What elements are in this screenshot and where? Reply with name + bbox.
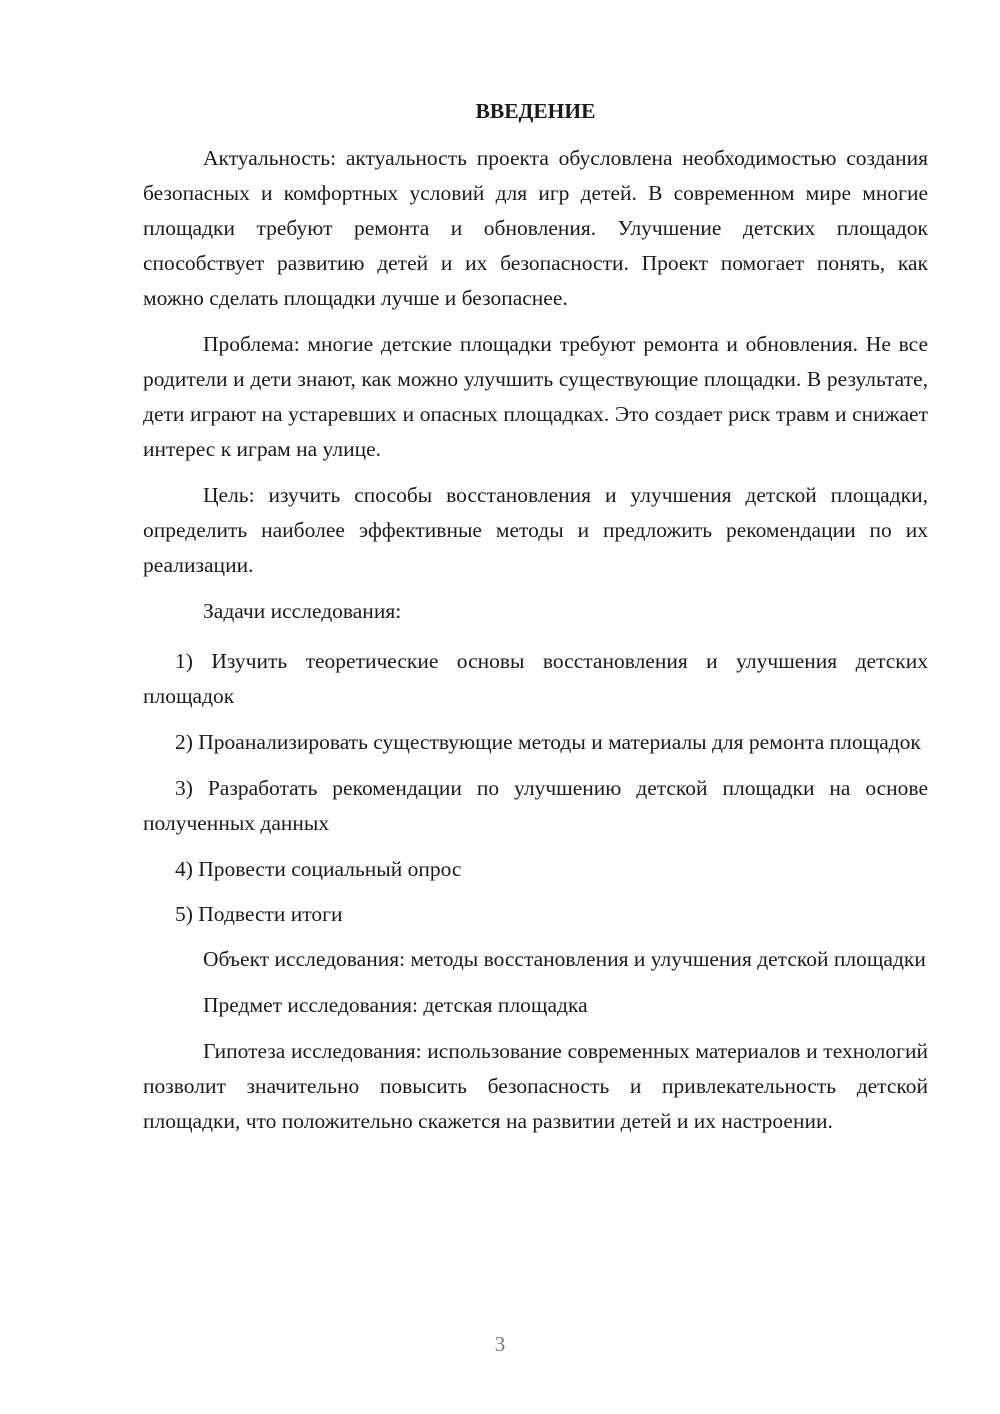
goal-paragraph: Цель: изучить способы восстановления и улучшения детской площадки, определить наиболее эффективные методы и предложить рекомендации по их реализации. [143,483,928,577]
document-page [143,94,928,1150]
object-paragraph: Объект исследования: методы восстановления и улучшения детской площадки [203,947,926,971]
subject-paragraph: Предмет исследования: детская площадка [203,993,588,1017]
task-item-2: 2) Проанализировать существующие методы и материалы для ремонта площадок [175,730,921,754]
task-item-5: 5) Подвести итоги [175,902,343,926]
page-number: 3 [494,1332,506,1356]
task-item-3: 3) Разработать рекомендации по улучшению детской площадки на основе полученных данных [143,776,928,835]
hypothesis-paragraph: Гипотеза исследования: использование современных материалов и технологий позволит значительно повысить безопасность и привлекательность детской площадки, что положительно скажется на развитии детей и их настроении. [143,1039,928,1133]
tasks-heading: Задачи исследования: [203,599,402,623]
task-item-1: 1) Изучить теоретические основы восстановления и улучшения детских площадок [143,649,928,708]
problem-paragraph: Проблема: многие детские площадки требуют ремонта и обновления. Не все родители и дети знают, как можно улучшить существующие площадки. В результате, дети играют на устаревших и опасных площадках. Это создает риск травм и снижает интерес к играм на улице. [143,332,928,461]
relevance-paragraph: Актуальность: актуальность проекта обусловлена необходимостью создания безопасных и комфортных условий для игр детей. В современном мире многие площадки требуют ремонта и обновления. Улучшение детских площадок способствует развитию детей и их безопасности. Проект помогает понять, как можно сделать площадки лучше и безопаснее. [143,146,928,310]
task-item-4: 4) Провести социальный опрос [175,857,462,881]
section-title: ВВЕДЕНИЕ [475,99,596,123]
